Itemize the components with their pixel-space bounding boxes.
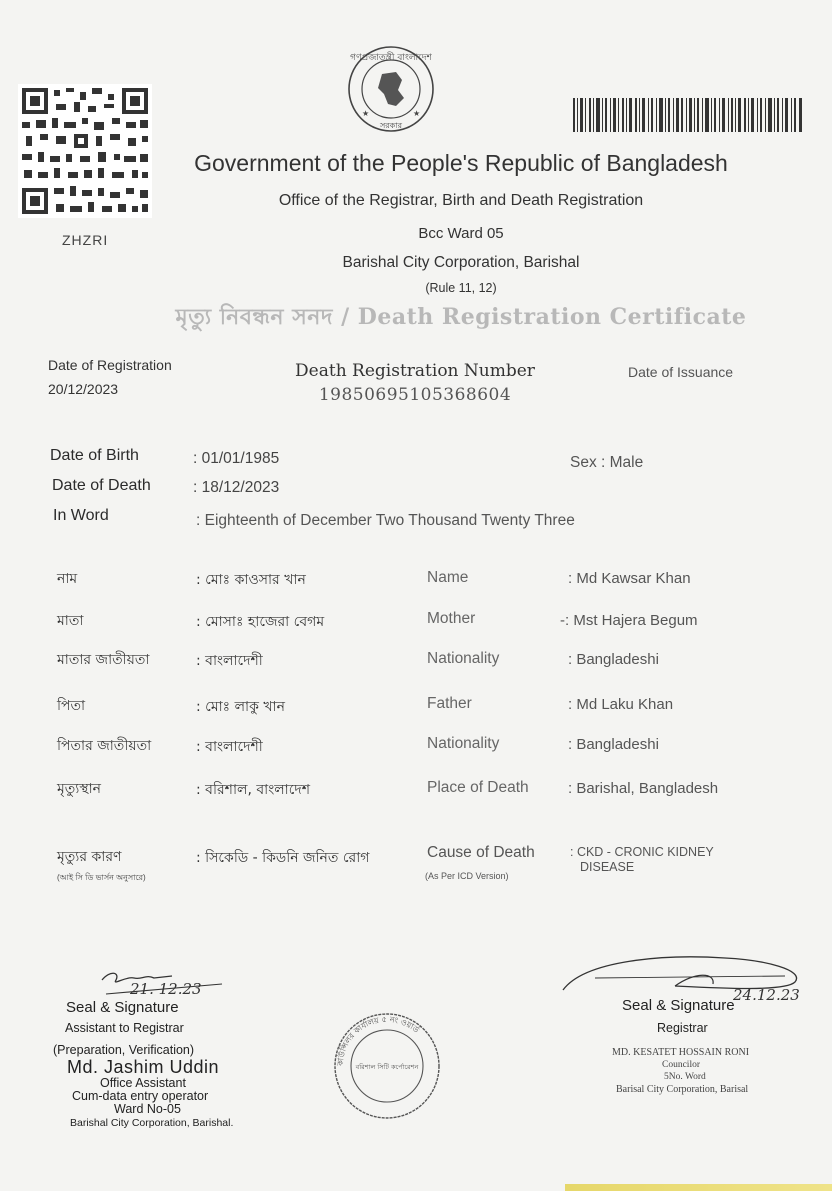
name-bn-value: : মোঃ কাওসার খান <box>196 572 306 588</box>
bottom-edge-strip <box>565 1184 832 1191</box>
dod-label: Date of Death <box>52 477 151 494</box>
name-en-value: : Md Kawsar Khan <box>568 570 691 587</box>
cause-bn-note: (আই সি ডি ভার্সন অনুসারে) <box>57 873 146 882</box>
date-of-issuance-label: Date of Issuance <box>628 364 734 380</box>
qr-code-label: ZHZRI <box>62 232 109 248</box>
right-organization: Barisal City Corporation, Barisal <box>616 1084 749 1095</box>
left-seal-label: Seal & Signature <box>66 999 179 1016</box>
date-of-registration-label: Date of Registration <box>48 357 172 373</box>
svg-text:★: ★ <box>413 109 421 118</box>
left-officer-name: Md. Jashim Uddin <box>67 1057 220 1077</box>
cause-en-value-line2: DISEASE <box>580 860 635 874</box>
name-bn-label: নাম <box>57 571 78 587</box>
in-word-value: : Eighteenth of December Two Thousand Twenty Three <box>196 512 575 529</box>
svg-text:কাউন্সিলর কার্যালয় ৫ নং ওয়ার <box>336 1015 421 1067</box>
father-en-value: : Md Laku Khan <box>568 696 674 713</box>
father-nationality-bn-value: : বাংলাদেশী <box>196 739 263 755</box>
cause-en-label: Cause of Death <box>427 844 535 861</box>
stamp-center-text: বরিশাল সিটি কর্পোরেশন <box>355 1063 419 1071</box>
right-title-1: Councilor <box>662 1060 700 1070</box>
mother-nationality-en-value: : Bangladeshi <box>568 651 659 668</box>
right-signature-date: 24.12.23 <box>733 986 800 1004</box>
seal-text-top: গণপ্রজাতন্ত্রী বাংলাদেশ <box>350 53 432 63</box>
father-en-label: Father <box>427 695 472 712</box>
sex-value: Sex : Male <box>570 454 644 471</box>
rule-reference: (Rule 11, 12) <box>425 281 497 295</box>
dod-value: : 18/12/2023 <box>193 479 280 496</box>
father-bn-value: : মোঃ লাকু খান <box>196 699 285 715</box>
cause-bn-value: : সিকেডি - কিডনি জনিত রোগ <box>196 850 370 866</box>
left-role-sub: (Preparation, Verification) <box>53 1043 195 1057</box>
place-of-death-en-value: : Barishal, Bangladesh <box>568 780 719 797</box>
left-title-2: Cum-data entry operator <box>72 1089 209 1103</box>
dob-value: : 01/01/1985 <box>193 450 280 467</box>
right-title-2: 5No. Word <box>664 1072 706 1082</box>
government-title: Government of the People's Republic of Bangladesh <box>194 150 728 176</box>
barcode <box>573 98 803 132</box>
mother-bn-value: : মোসাঃ হাজেরা বেগম <box>196 614 325 630</box>
mother-en-value: -: Mst Hajera Begum <box>560 612 698 629</box>
stamp-ring-text: কাউন্সিলর কার্যালয় ৫ নং ওয়ার্ড <box>335 1014 421 1067</box>
place-of-death-bn-label: মৃত্যুস্থান <box>57 781 102 797</box>
mother-nationality-en-label: Nationality <box>427 650 500 667</box>
right-officer-name: MD. KESATET HOSSAIN RONI <box>612 1047 750 1058</box>
dob-label: Date of Birth <box>50 447 139 464</box>
left-organization: Barishal City Corporation, Barishal. <box>70 1117 234 1129</box>
mother-nationality-bn-value: : বাংলাদেশী <box>196 653 263 669</box>
father-nationality-bn-label: পিতার জাতীয়তা <box>57 738 152 754</box>
cause-en-note: (As Per ICD Version) <box>425 871 509 881</box>
city-corporation: Barishal City Corporation, Barishal <box>342 254 580 271</box>
left-title-1: Office Assistant <box>100 1076 186 1090</box>
date-of-registration-value: 20/12/2023 <box>48 381 119 397</box>
name-en-label: Name <box>427 569 469 586</box>
mother-bn-label: মাতা <box>57 613 84 629</box>
place-of-death-bn-value: : বরিশাল, বাংলাদেশ <box>196 782 310 798</box>
cause-bn-label: মৃত্যুর কারণ <box>57 849 122 865</box>
councilor-stamp <box>331 1010 443 1122</box>
mother-nationality-bn-label: মাতার জাতীয়তা <box>57 652 150 668</box>
ward-name: Bcc Ward 05 <box>418 225 504 242</box>
office-name: Office of the Registrar, Birth and Death Registration <box>278 192 644 209</box>
left-title-3: Ward No-05 <box>114 1102 181 1116</box>
father-nationality-en-value: : Bangladeshi <box>568 736 659 753</box>
left-role: Assistant to Registrar <box>65 1021 184 1035</box>
left-signature-date: 21. 12.23 <box>130 980 202 998</box>
svg-text:★: ★ <box>362 109 370 118</box>
government-seal <box>346 44 436 134</box>
seal-text-bottom: সরকার <box>379 121 403 130</box>
cause-en-value-line1: : CKD - CRONIC KIDNEY <box>570 845 714 859</box>
father-bn-label: পিতা <box>57 698 86 714</box>
right-seal-label: Seal & Signature <box>622 997 735 1014</box>
registration-number-label: Death Registration Number <box>295 361 535 381</box>
place-of-death-en-label: Place of Death <box>427 779 529 796</box>
mother-en-label: Mother <box>427 610 476 627</box>
registration-number-value: 19850695105368604 <box>318 385 512 405</box>
certificate-title: মৃত্যু নিবন্ধন সনদ / Death Registration Certificate <box>175 304 747 330</box>
right-role: Registrar <box>657 1021 708 1035</box>
father-nationality-en-label: Nationality <box>427 735 500 752</box>
in-word-label: In Word <box>53 507 109 524</box>
